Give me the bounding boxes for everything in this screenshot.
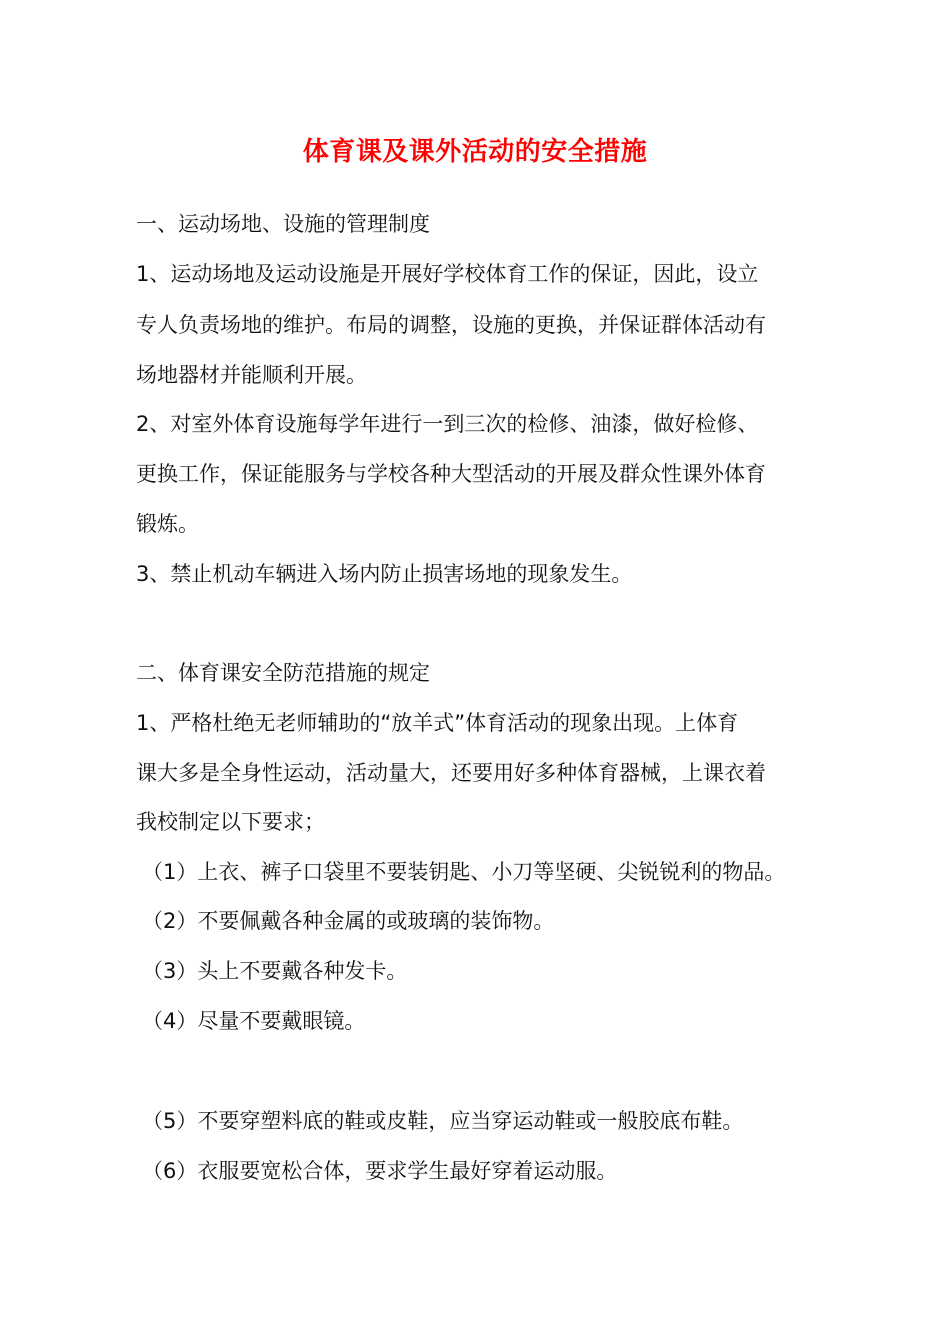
rule-4: （4）尽量不要戴眼镜。 (142, 1009, 366, 1033)
document-title: 体育课及课外活动的安全措施 (302, 137, 648, 167)
section-1-heading: 一、运动场地、设施的管理制度 (136, 212, 430, 236)
section-2-item-1-line-1: 1、严格杜绝无老师辅助的“放羊式”体育活动的现象出现。上体育 (136, 711, 739, 735)
rule-1: （1）上衣、裤子口袋里不要装钥匙、小刀等坚硬、尖锐锐利的物品。 (142, 860, 786, 884)
rule-5: （5）不要穿塑料底的鞋或皮鞋，应当穿运动鞋或一般胶底布鞋。 (142, 1109, 744, 1133)
rule-3: （3）头上不要戴各种发卡。 (142, 959, 408, 983)
rule-6: （6）衣服要宽松合体，要求学生最好穿着运动服。 (142, 1159, 618, 1183)
section-2-item-1-line-3: 我校制定以下要求； (136, 810, 325, 834)
rule-2: （2）不要佩戴各种金属的或玻璃的装饰物。 (142, 909, 555, 933)
section-1-item-1-line-1: 1、运动场地及运动设施是开展好学校体育工作的保证，因此，设立 (136, 262, 759, 286)
section-1-item-1-line-2: 专人负责场地的维护。布局的调整，设施的更换，并保证群体活动有 (136, 313, 766, 337)
section-1-item-2-line-1: 2、对室外体育设施每学年进行一到三次的检修、油漆，做好检修、 (136, 412, 759, 436)
section-2-heading: 二、体育课安全防范措施的规定 (136, 661, 430, 685)
section-1-item-3: 3、禁止机动车辆进入场内防止损害场地的现象发生。 (136, 562, 633, 586)
section-1-item-2-line-2: 更换工作，保证能服务与学校各种大型活动的开展及群众性课外体育 (136, 462, 766, 486)
section-1-item-1-line-3: 场地器材并能顺利开展。 (136, 363, 367, 387)
section-1-item-2-line-3: 锻炼。 (136, 512, 199, 536)
section-2-item-1-line-2: 课大多是全身性运动，活动量大，还要用好多种体育器械，上课衣着 (136, 761, 766, 785)
